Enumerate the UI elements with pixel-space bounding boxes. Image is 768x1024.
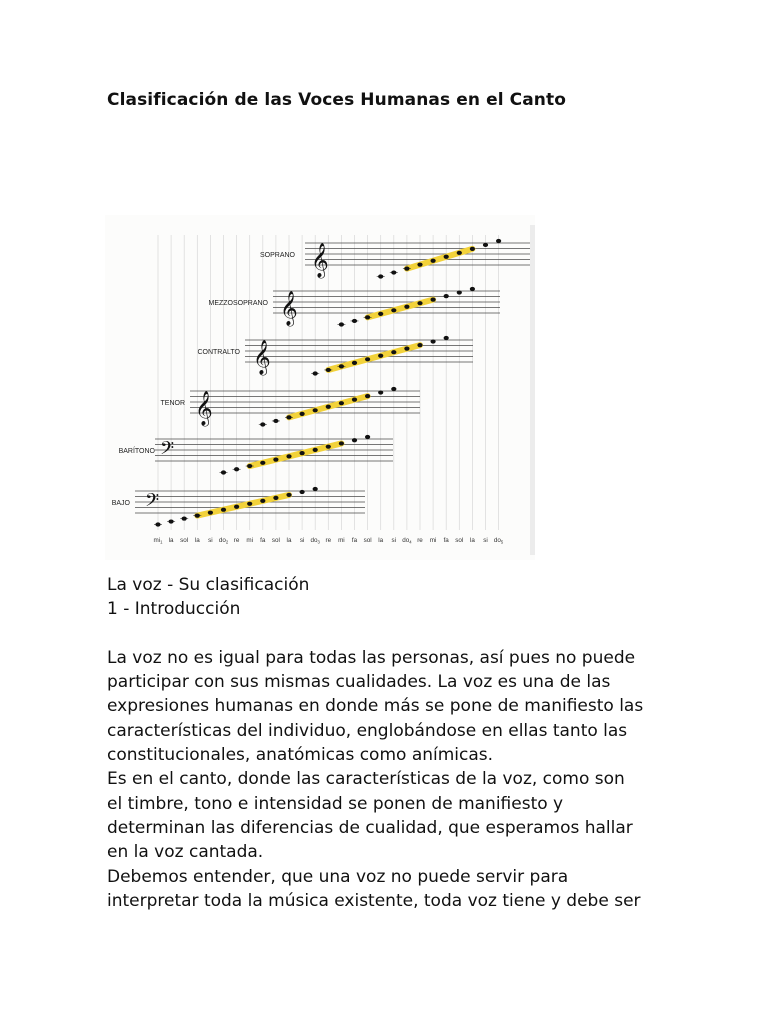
note-name-label: fa	[351, 537, 358, 544]
note-head	[391, 387, 396, 391]
section-subheading: 1 - Introducción	[107, 599, 241, 620]
voice-range-figure	[105, 215, 535, 560]
note-name-label: $do_5$	[493, 537, 504, 545]
note-head	[300, 412, 305, 416]
note-name-label: re	[417, 537, 423, 544]
note-head	[391, 350, 396, 354]
note-name-label: mi	[338, 537, 345, 544]
paragraph-line: características del individuo, englobándose en ellas tanto las	[107, 720, 628, 741]
note-head	[365, 357, 370, 361]
note-name-label: si	[483, 537, 488, 544]
treble-clef-icon: 𝄞	[253, 340, 271, 375]
note-head	[247, 502, 252, 506]
note-head	[169, 519, 174, 523]
note-head	[391, 308, 396, 312]
note-head	[417, 301, 422, 305]
voice-label: BAJO	[111, 500, 130, 507]
note-head	[404, 267, 409, 271]
voice-label: TENOR	[160, 400, 185, 407]
paragraph-line: determinan las diferencias de cualidad, que esperamos hallar	[107, 817, 633, 838]
paragraph-line: constitucionales, anatómicas como anímicas.	[107, 745, 494, 766]
bass-clef-icon: 𝄢	[160, 438, 175, 464]
note-name-label: re	[325, 537, 332, 544]
voice-label: SOPRANO	[259, 252, 295, 259]
note-head	[339, 322, 344, 326]
note-head	[208, 511, 213, 515]
paragraph-line: interpretar toda la música existente, toda voz tiene y debe ser	[107, 890, 641, 911]
note-head	[247, 464, 252, 468]
note-head	[273, 419, 278, 423]
treble-clef-icon: 𝄞	[311, 243, 329, 278]
note-name-label: re	[233, 537, 240, 544]
note-head	[326, 368, 331, 372]
note-name-label: sol	[455, 537, 464, 544]
note-head	[496, 239, 501, 243]
note-head	[234, 467, 239, 471]
note-head	[234, 505, 239, 509]
note-head	[444, 294, 449, 298]
note-head	[286, 415, 291, 419]
note-head	[313, 448, 318, 452]
note-name-label: la	[194, 537, 200, 544]
treble-clef-icon: 𝄞	[280, 291, 298, 326]
note-head	[313, 487, 318, 491]
note-name-label: la	[286, 537, 292, 544]
paragraph-line: Es en el canto, donde las características de la voz, como son	[107, 769, 625, 790]
note-head	[404, 347, 409, 351]
note-head	[365, 315, 370, 319]
note-name-label: $mi_1$	[153, 537, 163, 545]
paragraph-line: en la voz cantada.	[107, 842, 264, 863]
note-head	[260, 499, 265, 503]
note-head	[339, 364, 344, 368]
paragraph-line: Debemos entender, que una voz no puede servir para	[107, 866, 569, 887]
note-head	[286, 493, 291, 497]
note-head	[352, 398, 357, 402]
note-name-label: sol	[363, 537, 372, 544]
section-heading: La voz - Su clasificación	[107, 575, 310, 595]
note-head	[221, 470, 226, 474]
note-name-label: $do_4$	[402, 537, 412, 545]
note-head	[326, 445, 331, 449]
bass-clef-icon: 𝄢	[145, 490, 160, 516]
note-head	[444, 336, 449, 340]
note-head	[352, 438, 357, 442]
note-name-label: la	[168, 537, 174, 544]
note-head	[221, 508, 226, 512]
note-head	[352, 361, 357, 365]
note-name-label: si	[391, 537, 397, 544]
note-head	[339, 401, 344, 405]
note-head	[378, 274, 383, 278]
treble-clef-icon: 𝄞	[195, 391, 213, 426]
note-head	[404, 305, 409, 309]
note-head	[470, 287, 475, 291]
paragraph-line: el timbre, tono e intensidad se ponen de manifiesto y	[107, 793, 564, 814]
note-head	[483, 243, 488, 247]
paragraph-line: participar con sus mismas cualidades. La voz es una de las	[107, 672, 611, 693]
note-head	[457, 290, 462, 294]
note-head	[260, 422, 265, 426]
note-name-label: la	[469, 537, 475, 544]
note-head	[195, 514, 200, 518]
note-head	[339, 441, 344, 445]
note-head	[457, 251, 462, 255]
note-head	[444, 255, 449, 259]
note-name-label: si	[208, 537, 213, 544]
note-head	[417, 343, 422, 347]
note-head	[273, 496, 278, 500]
note-name-label: fa	[443, 537, 449, 544]
voice-label: BARÍTONO	[118, 448, 155, 455]
note-head	[431, 298, 436, 302]
note-head	[365, 435, 370, 439]
note-head	[378, 354, 383, 358]
note-head	[155, 522, 160, 526]
note-name-label: mi	[246, 537, 254, 544]
note-head	[286, 454, 291, 458]
voice-range-chart	[105, 215, 535, 560]
note-head	[313, 371, 318, 375]
note-name-label: $do_3$	[310, 537, 320, 545]
note-name-label: fa	[260, 537, 266, 544]
note-head	[300, 451, 305, 455]
note-head	[260, 461, 265, 465]
note-name-label: $do_2$	[218, 537, 229, 545]
voice-label: CONTRALTO	[197, 349, 240, 356]
note-name-label: mi	[429, 537, 437, 544]
note-name-label: sol	[271, 537, 280, 544]
note-head	[417, 263, 422, 267]
note-head	[182, 516, 187, 520]
note-head	[431, 259, 436, 263]
body-text	[107, 573, 677, 913]
paragraph-line: expresiones humanas en donde más se pone de manifiesto las	[107, 696, 644, 717]
note-name-label: la	[378, 537, 384, 544]
note-head	[470, 247, 475, 251]
document-title: Clasificación de las Voces Humanas en el Canto	[107, 90, 567, 110]
note-head	[365, 394, 370, 398]
note-head	[273, 457, 278, 461]
note-head	[431, 339, 436, 343]
note-head	[326, 405, 331, 409]
note-name-label: si	[299, 537, 305, 544]
note-head	[313, 408, 318, 412]
note-name-label: sol	[180, 537, 189, 544]
note-head	[378, 312, 383, 316]
note-head	[352, 319, 357, 323]
note-head	[378, 390, 383, 394]
note-head	[391, 270, 396, 274]
figure-edge	[530, 225, 535, 555]
paragraph-line: La voz no es igual para todas las personas, así pues no puede	[107, 647, 636, 668]
voice-label: MEZZOSOPRANO	[208, 300, 268, 307]
note-head	[300, 490, 305, 494]
